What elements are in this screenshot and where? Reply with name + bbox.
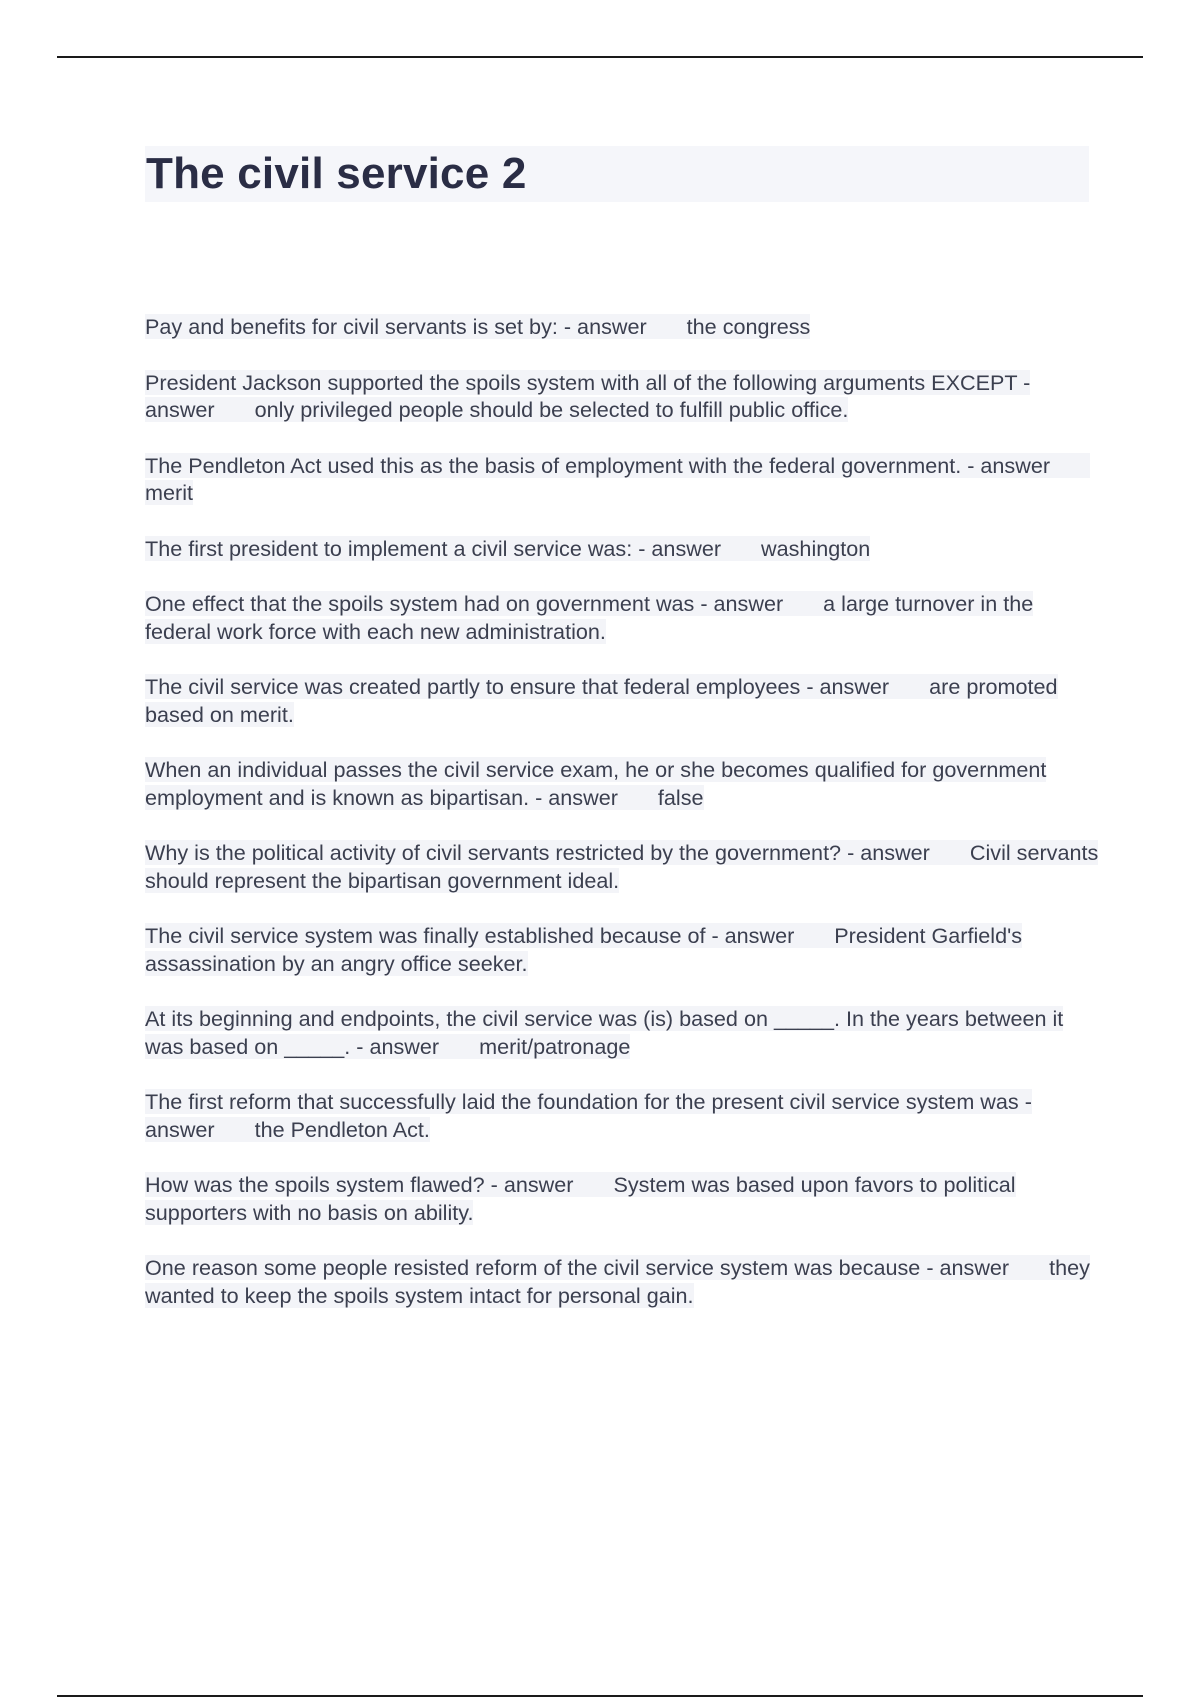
answer-text: the Pendleton Act. xyxy=(254,1116,430,1142)
qa-item xyxy=(145,313,1105,341)
answer-text: merit/patronage xyxy=(479,1033,631,1059)
top-rule xyxy=(57,56,1143,58)
answer-text: Civil servants should represent the bipartisan government ideal. xyxy=(145,840,1099,893)
qa-item xyxy=(145,839,1105,894)
question-text: The civil service was created partly to ensure that federal employees - answer xyxy=(145,674,890,699)
qa-item xyxy=(145,922,1105,977)
answer-text: they wanted to keep the spoils system intact for personal gain. xyxy=(145,1255,1090,1308)
question-text: One reason some people resisted reform of the civil service system was because - answer xyxy=(145,1255,1010,1280)
question-text: At its beginning and endpoints, the civil service was (is) based on _____. In the years between it was based on _____. - answer xyxy=(145,1006,1064,1059)
answer-text: only privileged people should be selected to fulfill public office. xyxy=(254,397,849,422)
qa-item xyxy=(145,535,1105,563)
question-text: President Jackson supported the spoils system with all of the following arguments EXCEPT - answer xyxy=(145,369,1031,422)
answer-text: a large turnover in the federal work force with each new administration. xyxy=(145,591,1034,644)
qa-list xyxy=(145,313,1105,1337)
question-text: The first reform that successfully laid the foundation for the present civil service system was - answer xyxy=(145,1089,1032,1142)
question-text: How was the spoils system flawed? - answer xyxy=(145,1172,574,1197)
qa-item xyxy=(145,673,1105,728)
qa-item xyxy=(145,756,1105,811)
question-text: When an individual passes the civil service exam, he or she becomes qualified for government employment and is known as bipartisan. - answer xyxy=(145,757,1047,810)
answer-text: are promoted based on merit. xyxy=(145,674,1058,727)
answer-text: washington xyxy=(761,535,871,561)
qa-item xyxy=(145,452,1105,507)
answer-text: President Garfield's assassination by an angry office seeker. xyxy=(145,923,1023,976)
qa-item xyxy=(145,1005,1105,1060)
qa-item xyxy=(145,1254,1105,1309)
bottom-rule xyxy=(57,1695,1143,1697)
qa-item xyxy=(145,590,1105,645)
qa-item xyxy=(145,1171,1105,1226)
page-title: The civil service 2 xyxy=(146,149,527,198)
question-text: The Pendleton Act used this as the basis of employment with the federal government. - answer xyxy=(145,452,1051,478)
answer-text: System was based upon favors to political supporters with no basis on ability. xyxy=(145,1172,1016,1225)
question-text: Why is the political activity of civil servants restricted by the government? - answer xyxy=(145,840,930,865)
qa-item xyxy=(145,1088,1105,1143)
question-text: The civil service system was finally established because of - answer xyxy=(145,923,795,948)
question-text: The first president to implement a civil service was: - answer xyxy=(145,535,722,561)
question-text: Pay and benefits for civil servants is set by: - answer xyxy=(145,314,647,339)
answer-text: merit xyxy=(145,480,193,505)
question-text: One effect that the spoils system had on government was - answer xyxy=(145,591,784,616)
answer-text: the congress xyxy=(686,314,811,339)
answer-text: false xyxy=(657,784,704,810)
qa-item xyxy=(145,369,1105,424)
